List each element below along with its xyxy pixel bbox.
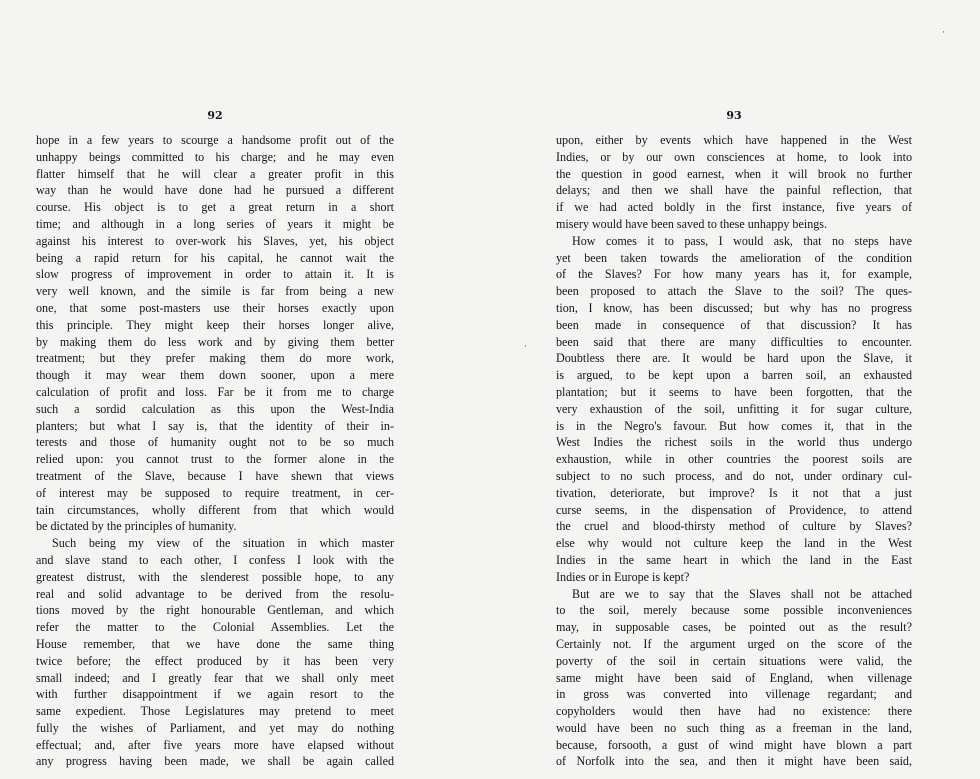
- text-line: course. His object is to get a great return in a short: [36, 200, 394, 215]
- text-line: copyholders would then have had no existence: there: [556, 704, 912, 719]
- text-line: be dictated by the principles of humanity.: [36, 519, 237, 534]
- text-line: to the soil, merely because some possible inconveniences: [556, 603, 912, 618]
- text-line: real and solid advantage to be derived from the resolu-: [36, 586, 394, 601]
- text-line: planters; but what I say is, that the identity of their in-: [36, 418, 394, 433]
- text-line: delays; and then we shall have the painful reflection, that: [556, 183, 912, 198]
- text-line: greatest distrust, with the slenderest possible hope, to any: [36, 569, 394, 584]
- text-line: though it may wear them down sooner, upon a mere: [36, 368, 394, 383]
- text-line: exhaustion, while in other countries the poorest soils are: [556, 452, 912, 467]
- text-line: treatment; but they prefer making them do more work,: [36, 351, 394, 366]
- text-line: poverty of the soil in certain situations were valid, the: [556, 653, 912, 668]
- text-line: way than he would have done had he pursued a different: [36, 183, 394, 198]
- text-line: misery would have been saved to these unhappy beings.: [556, 216, 828, 231]
- text-line: plantation; but it seems to have been forgotten, that the: [556, 384, 912, 399]
- text-line: time; and although in a long series of years it might be: [36, 216, 394, 231]
- text-line: curse seems, in the dispensation of Providence, to attend: [556, 502, 912, 517]
- text-line: if we had acted boldly in the first instance, five years of: [556, 200, 912, 215]
- text-line: fully the wishes of Parliament, and yet may do nothing: [36, 720, 394, 735]
- text-line: the question in good earnest, when it will brook no further: [556, 166, 912, 181]
- text-line: Indies or in Europe is kept?: [556, 569, 690, 584]
- page-body: [36, 132, 394, 770]
- text-line: of the Slaves? For how many years has it, for example,: [556, 267, 912, 282]
- text-line: upon, either by events which have happened in the West: [556, 133, 912, 147]
- text-line: with further disappointment if we again resort to the: [36, 687, 394, 702]
- text-line: been said that there are many difficulties to encounter.: [556, 334, 912, 349]
- text-line: tivation, deteriorate, but improve? Is it not that a just: [556, 485, 912, 500]
- text-line: But are we to say that the Slaves shall not be attached: [572, 586, 912, 601]
- text-line: this principle. They might keep their horses longer alive,: [36, 317, 394, 332]
- text-line: Indies, or by our own consciences at home, to look into: [556, 149, 912, 164]
- text-line: Such being my view of the situation in which master: [52, 536, 394, 551]
- text-line: because, forsooth, a gust of wind might have blown a part: [556, 737, 912, 752]
- text-line: been proposed to attach the Slave to the soil? The ques-: [556, 284, 912, 299]
- text-line: small indeed; and I greatly fear that we shall only meet: [36, 670, 394, 685]
- right-page: [556, 108, 912, 770]
- text-line: else why would not culture keep the land in the West: [556, 536, 912, 551]
- text-line: terests and those of humanity ought not to be so much: [36, 435, 394, 450]
- text-line: is argued, to be kept upon a barren soil, an exhausted: [556, 368, 912, 383]
- text-line: tain circumstances, wholly different from that which would: [36, 502, 394, 517]
- text-line: yet been taken towards the amelioration of the condition: [556, 250, 912, 265]
- text-line: tion, I know, has been discussed; but why has no progress: [556, 300, 912, 315]
- text-line: relied upon: you cannot trust to the former alone in the: [36, 452, 394, 467]
- page-number: 93: [726, 109, 742, 122]
- text-line: of Norfolk into the sea, and then it might have been said,: [556, 754, 912, 769]
- text-line: by making them do less work and by giving them better: [36, 334, 394, 349]
- text-line: may, in supposable cases, be pointed out as the result?: [556, 620, 912, 635]
- text-line: Indies in the same heart in which the land in the East: [556, 552, 912, 567]
- text-line: been made in consequence of that discussion? It has: [556, 317, 912, 332]
- page-number: 92: [207, 109, 223, 122]
- text-line: unhappy beings committed to his charge; and he may even: [36, 149, 394, 164]
- text-line: same might have been said of England, when villenage: [556, 670, 912, 685]
- text-line: of interest may be supposed to require treatment, in cer-: [36, 485, 394, 500]
- text-line: treatment of the Slave, because I have shewn that views: [36, 468, 394, 483]
- text-line: same expedient. Those Legislatures may pretend to meet: [36, 704, 394, 719]
- text-line: being a rapid return for his capital, he cannot wait the: [36, 250, 394, 265]
- text-line: and slave stand to each other, I confess I look with the: [36, 552, 394, 567]
- text-line: hope in a few years to scourge a handsome profit out of the: [36, 133, 394, 147]
- text-line: refer the matter to the Colonial Assemblies. Let the: [36, 620, 394, 635]
- text-line: effectual; and, after five years more have elapsed without: [36, 737, 394, 752]
- text-line: the cruel and blood-thirsty method of culture by Slaves?: [556, 519, 912, 534]
- text-line: very exhaustion of the soil, unfitting it for sugar culture,: [556, 401, 912, 416]
- text-line: slow progress of improvement in order to attain it. It is: [36, 267, 394, 282]
- text-line: flatter himself that he will clear a greater profit in this: [36, 166, 394, 181]
- text-line: any progress having been made, we shall be again called: [36, 754, 394, 769]
- scan-speck: ·: [524, 342, 527, 352]
- text-line: House remember, that we have done the same thing: [36, 636, 394, 651]
- text-line: very well known, and the simile is far from being a new: [36, 284, 394, 299]
- text-line: subject to no such process, and do not, under ordinary cul-: [556, 468, 912, 483]
- text-line: is in the Negro's favour. But how comes it, that in the: [556, 418, 912, 433]
- text-line: calculation of profit and loss. Far be it from me to charge: [36, 384, 394, 399]
- text-line: would have been no such thing as a freeman in the land,: [556, 720, 912, 735]
- text-line: twice before; the effect produced by it has been very: [36, 653, 394, 668]
- scan-speck: ·: [942, 28, 945, 38]
- page-body: [556, 132, 912, 770]
- text-line: How comes it to pass, I would ask, that no steps have: [572, 233, 912, 248]
- text-line: tions moved by the right honourable Gentleman, and which: [36, 603, 394, 618]
- text-line: in gross was converted into villenage regardant; and: [556, 687, 912, 702]
- text-line: such a sordid calculation as this upon the West-India: [36, 401, 394, 416]
- text-line: West Indies the richest soils in the world thus undergo: [556, 435, 912, 450]
- text-line: one, that some post-masters use their horses exactly upon: [36, 300, 394, 315]
- text-line: against his interest to over-work his Slaves, yet, his object: [36, 233, 394, 248]
- text-line: Doubtless there are. It would be hard upon the Slave, it: [556, 351, 912, 366]
- text-line: Certainly not. If the argument urged on the score of the: [556, 636, 912, 651]
- left-page: [36, 108, 394, 770]
